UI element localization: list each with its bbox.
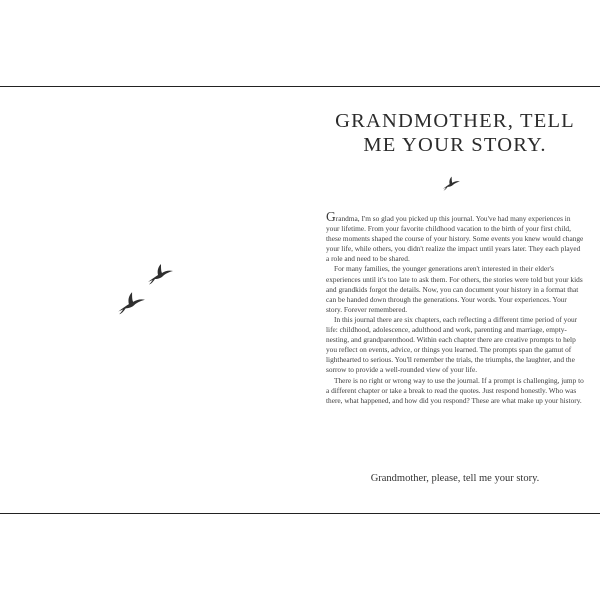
page-title: GRANDMOTHER, TELL ME YOUR STORY. (335, 110, 575, 156)
intro-paragraph: There is no right or wrong way to use the journal. If a prompt is challenging, jump to a different chapter or take a break to read the quotes. Just respond honestly. Who was there, what happened, and how did you respond? These are what make up your history. (326, 375, 584, 405)
intro-paragraph (326, 209, 584, 264)
intro-text (326, 209, 584, 406)
closing-line: Grandmother, please, tell me your story. (370, 473, 540, 484)
left-page (0, 87, 300, 513)
swallow-icon (116, 291, 146, 315)
intro-paragraph: In this journal there are six chapters, each reflecting a different time period of your life: childhood, adolescence, adulthood and work, parenting and marriage, empty-nesting, and grandparenthood. Within each chapter there are creative prompts to help you reflect on events, advice, or things you learned. The prompts span the gamut of lighthearted to serious. You'll remember the trials, the triumphs, the laughter, and the sorrow to provide a well-rounded view of your life. (326, 314, 578, 375)
drop-cap: G (326, 209, 336, 224)
right-page (300, 87, 600, 513)
intro-paragraph-text: randma, I'm so glad you picked up this journal. You've had many experiences in your lifetime. From your favorite childhood vacation to the birth of your first child, these moments shaped the course of your history. Some events you knew would change your life, while others, you didn't realize the impact until years later. They each played a role and need to be shared. (326, 214, 584, 264)
intro-paragraph: For many families, the younger generations aren't interested in their elder's experiences until it's too late to ask them. For others, the stories were told but your kids and grandkids forgot the details. Now, you can document your history in a format that can be handed down through the generations. Your words. Your experiences. Your story. Forever remembered. (326, 264, 583, 314)
swallow-icon (441, 176, 461, 191)
book-spread (0, 86, 600, 514)
swallow-icon (146, 263, 174, 285)
